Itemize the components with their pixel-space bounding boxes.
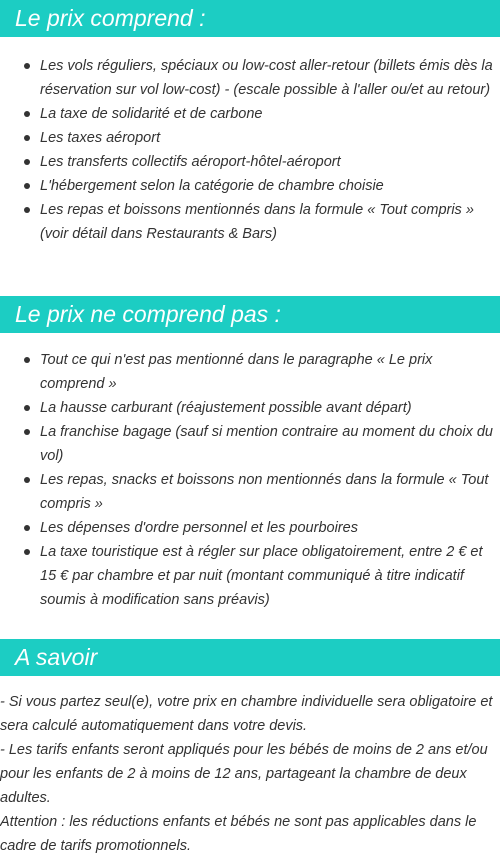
list-item: La taxe de solidarité et de carbone bbox=[0, 102, 500, 126]
section-header-prix-comprend: Le prix comprend : bbox=[0, 0, 500, 37]
list-item: Les repas, snacks et boissons non mentionnés dans la formule « Tout compris » bbox=[0, 468, 500, 516]
bullet-icon bbox=[24, 183, 30, 189]
bullet-icon bbox=[24, 207, 30, 213]
list-item: Les transferts collectifs aéroport-hôtel-aéroport bbox=[0, 150, 500, 174]
list-item: La taxe touristique est à régler sur place obligatoirement, entre 2 € et 15 € par chambre et par nuit (montant communiqué à titre indicatif soumis à modification sans préavis) bbox=[0, 540, 500, 612]
section-header-a-savoir: A savoir bbox=[0, 639, 500, 676]
list-item: Les taxes aéroport bbox=[0, 126, 500, 150]
bullet-icon bbox=[24, 549, 30, 555]
bullet-icon bbox=[24, 357, 30, 363]
list-item: Les dépenses d'ordre personnel et les pourboires bbox=[0, 516, 500, 540]
bullet-icon bbox=[24, 63, 30, 69]
list-item: Tout ce qui n'est pas mentionné dans le paragraphe « Le prix comprend » bbox=[0, 348, 500, 396]
bullet-icon bbox=[24, 429, 30, 435]
section-header-prix-ne-comprend-pas: Le prix ne comprend pas : bbox=[0, 296, 500, 333]
list-item: Les repas et boissons mentionnés dans la formule « Tout compris » (voir détail dans Restaurants & Bars) bbox=[0, 198, 500, 246]
bullet-icon bbox=[24, 525, 30, 531]
bullet-icon bbox=[24, 477, 30, 483]
bullet-icon bbox=[24, 111, 30, 117]
bullet-icon bbox=[24, 135, 30, 141]
prix-comprend-list bbox=[0, 54, 500, 246]
prix-ne-comprend-pas-list bbox=[0, 348, 500, 612]
list-item: La hausse carburant (réajustement possible avant départ) bbox=[0, 396, 500, 420]
a-savoir-notes bbox=[0, 690, 500, 858]
list-item: L'hébergement selon la catégorie de chambre choisie bbox=[0, 174, 500, 198]
note-paragraph: Attention : les réductions enfants et bébés ne sont pas applicables dans le cadre de tarifs promotionnels. bbox=[0, 814, 477, 854]
bullet-icon bbox=[24, 159, 30, 165]
list-item: Les vols réguliers, spéciaux ou low-cost aller-retour (billets émis dès la réservation sur vol low-cost) - (escale possible à l'aller ou/et au retour) bbox=[0, 54, 500, 102]
note-paragraph: - Si vous partez seul(e), votre prix en chambre individuelle sera obligatoire et sera calculé automatiquement dans votre devis. bbox=[0, 694, 493, 734]
bullet-icon bbox=[24, 405, 30, 411]
note-paragraph: - Les tarifs enfants seront appliqués pour les bébés de moins de 2 ans et/ou pour les enfants de 2 à moins de 12 ans, partageant la chambre de deux adultes. bbox=[0, 742, 488, 806]
list-item: La franchise bagage (sauf si mention contraire au moment du choix du vol) bbox=[0, 420, 500, 468]
